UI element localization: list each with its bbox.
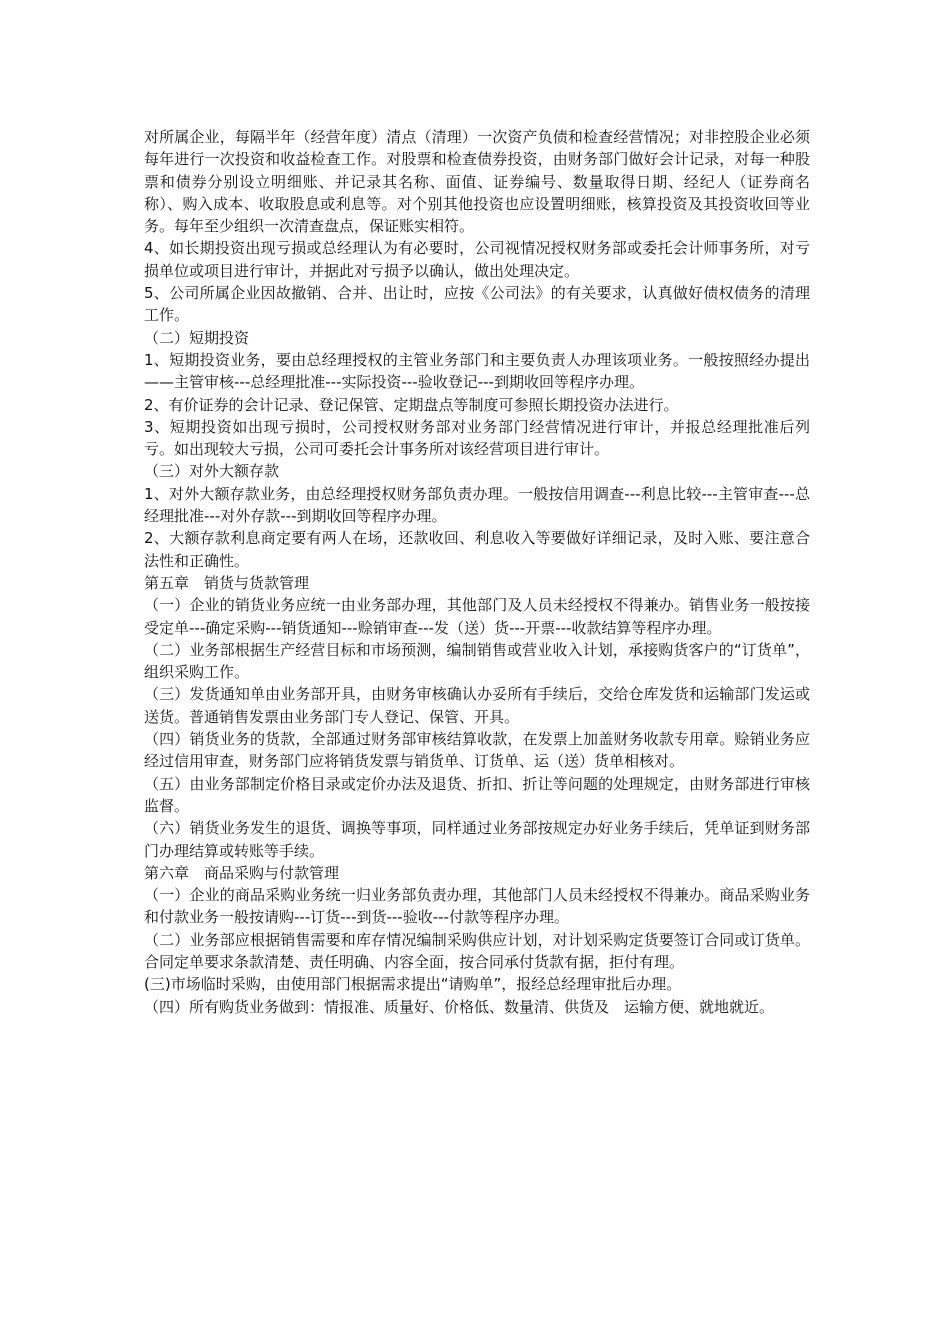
paragraph-sales-6: （六）销货业务发生的退货、调换等事项，同样通过业务部按规定办好业务手续后，凭单证到财务部门办理结算或转账等手续。 bbox=[144, 819, 810, 860]
paragraph-sales-3: （三）发货通知单由业务部开具，由财务审核确认办妥所有手续后，交给仓库发货和运输部门发运或送货。普通销售发票由业务部门专人登记、保管、开具。 bbox=[144, 685, 810, 726]
paragraph-short-term-procedure: 1、短期投资业务，要由总经理授权的主管业务部门和主要负责人办理该项业务。一般按照经办提出——主管审核---总经理批准---实际投资---验收登记---到期收回等程序办理。 bbox=[144, 350, 810, 392]
paragraph-long-term-loss: 4、如长期投资出现亏损或总经理认为有必要时，公司视情况授权财务部或委托会计师事务所，对亏损单位或项目进行审计，并据此对亏损予以确认，做出处理决定。 bbox=[144, 239, 810, 280]
paragraph-sales-2: （二）业务部根据生产经营目标和市场预测，编制销售或营业收入计划，承接购货客户的“订货单”，组织采购工作。 bbox=[144, 640, 810, 682]
paragraph-enterprise-dissolution: 5、公司所属企业因故撤销、合并、出让时，应按《公司法》的有关要求，认真做好债权债务的清理工作。 bbox=[144, 284, 810, 325]
paragraph-sales-4: （四）销货业务的货款，全部通过财务部审核结算收款，在发票上加盖财务收款专用章。赊销业务应经过信用审查，财务部门应将销货发票与销货单、订货单、运（送）货单相核对。 bbox=[144, 730, 810, 771]
paragraph-purchase-4: （四）所有购货业务做到：情报准、质量好、价格低、数量清、供货及 运输方便、就地就近。 bbox=[144, 997, 775, 1016]
section-heading-short-term-investment: （二）短期投资 bbox=[144, 328, 250, 347]
paragraph-short-term-loss: 3、短期投资如出现亏损时，公司授权财务部对业务部门经营情况进行审计，并报总经理批准后列亏。如出现较大亏损，公司可委托会计事务所对该经营项目进行审计。 bbox=[144, 417, 810, 459]
section-heading-large-deposits: （三）对外大额存款 bbox=[144, 462, 280, 481]
chapter-heading-6: 第六章 商品采购与付款管理 bbox=[144, 863, 340, 882]
document-page bbox=[144, 126, 810, 1018]
paragraph-purchase-2: （二）业务部应根据销售需要和库存情况编制采购供应计划，对计划采购定货要签订合同或订货单。合同定单要求条款清楚、责任明确、内容全面，按合同承付货款有据，拒付有理。 bbox=[144, 930, 810, 971]
paragraph-sales-5: （五）由业务部制定价格目录或定价办法及退货、折扣、折让等问题的处理规定，由财务部进行审核监督。 bbox=[144, 774, 810, 815]
paragraph-securities-records: 2、有价证券的会计记录、登记保管、定期盘点等制度可参照长期投资办法进行。 bbox=[144, 395, 679, 414]
paragraph-purchase-3: (三)市场临时采购，由使用部门根据需求提出“请购单”，报经总经理审批后办理。 bbox=[144, 975, 682, 994]
paragraph-deposit-interest: 2、大额存款利息商定要有两人在场，还款收回、利息收入等要做好详细记录，及时入账、要注意合法性和正确性。 bbox=[144, 529, 810, 570]
chapter-heading-5: 第五章 销货与货款管理 bbox=[144, 573, 310, 592]
paragraph-investment-inspection: 对所属企业，每隔半年（经营年度）清点（清理）一次资产负债和检查经营情况；对非控股企业必须每年进行一次投资和收益检查工作。对股票和检查债券投资，由财务部门做好会计记录，对每一种股票和债券分别设立明细账、并记录其名称、面值、证券编号、数量取得日期、经纪人（证券商名称）、购入成本、收取股息或利息等。对个别其他投资也应设置明细账，核算投资及其投资收回等业务。每年至少组织一次清查盘点，保证账实相符。 bbox=[144, 128, 810, 236]
paragraph-deposit-procedure: 1、对外大额存款业务，由总经理授权财务部负责办理。一般按信用调查---利息比较---主管审查---总经理批准---对外存款---到期收回等程序办理。 bbox=[144, 484, 810, 526]
paragraph-sales-1: （一）企业的销货业务应统一由业务部办理，其他部门及人员未经授权不得兼办。销售业务一般按接受定单---确定采购---销货通知---赊销审查---发（送）货---开票---收款结算等程序办理。 bbox=[144, 596, 810, 637]
paragraph-purchase-1: （一）企业的商品采购业务统一归业务部负责办理，其他部门人员未经授权不得兼办。商品采购业务和付款业务一般按请购---订货---到货---验收---付款等程序办理。 bbox=[144, 886, 810, 927]
